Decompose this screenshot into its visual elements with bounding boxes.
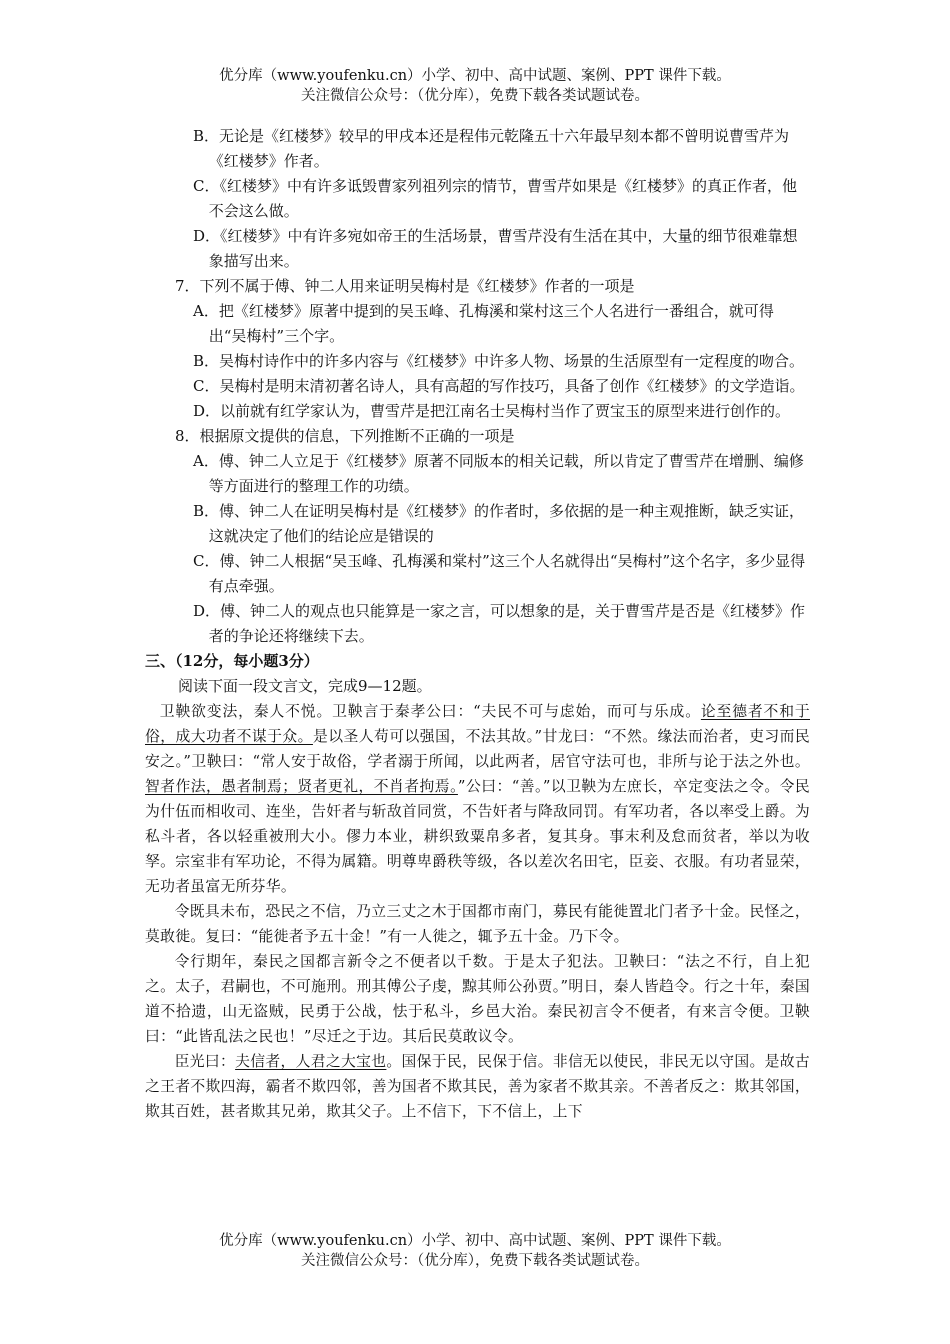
q6-option-c: C．《红楼梦》中有许多诋毁曹家列祖列宗的情节，曹雪芹如果是《红楼梦》的真正作者，他不会这么做。: [193, 177, 797, 220]
passage-p1-text-c: ”公曰：“善。”以卫鞅为左庶长，卒定变法之令。令民为什伍而相收司、连坐，告奸者与斩敌首同赏，不告奸者与降敌同罚。有军功者，各以率受上爵。为私斗者，各以轻重被刑大小。僇力本业，耕织致粟帛多者，复其身。事末利及怠而贫者，举以为收孥。宗室非有军功论，不得为属籍。明尊卑爵秩等级，各以差次名田宅，臣妾、衣服。有功者显荣，无功者虽富无所芬华。: [145, 778, 810, 895]
passage-p4-text-a: 臣光曰：: [174, 1053, 236, 1070]
q8-stem: 8．根据原文提供的信息，下列推断不正确的一项是: [175, 427, 515, 445]
footer-line-1: 优分库（www.youfenku.cn）小学、初中、高中试题、案例、PPT 课件下载。: [219, 1233, 731, 1249]
page-footer: [0, 1231, 950, 1271]
header-line-1: 优分库（www.youfenku.cn）小学、初中、高中试题、案例、PPT 课件下载。: [219, 68, 731, 84]
underlined-sentence-2: 智者作法，愚者制焉；贤者更礼，不肖者拘焉。: [145, 778, 458, 795]
section-3-instruction: 阅读下面一段文言文，完成9—12题。: [178, 677, 432, 695]
q8-option-b: B．傅、钟二人在证明吴梅村是《红楼梦》的作者时，多依据的是一种主观推断，缺乏实证，这就决定了他们的结论应是错误的: [193, 502, 805, 545]
q7-stem: 7．下列不属于傅、钟二人用来证明吴梅村是《红楼梦》作者的一项是: [175, 277, 635, 295]
header-line-2: 关注微信公众号：（优分库），免费下载各类试题试卷。: [301, 88, 649, 104]
section-3-title: 三、（12分，每小题3分）: [145, 652, 319, 670]
q6-option-d: D．《红楼梦》中有许多宛如帝王的生活场景，曹雪芹没有生活在其中，大量的细节很难靠想象描写出来。: [193, 227, 798, 270]
underlined-sentence-1: 论至德者不和于俗，成大功者不谋于众。: [145, 703, 810, 745]
passage-p1-text-b: 是以圣人苟可以强国，不法其故。”甘龙曰：“不然。缘法而治者，吏习而民安之。”卫鞅曰：“常人安于故俗，学者溺于所闻，以此两者，居官守法可也，非所与论于法之外也。: [145, 728, 810, 770]
passage-paragraph-3: 令行期年，秦民之国都言新令之不便者以千数。于是太子犯法。卫鞅曰：“法之不行，自上犯之。太子，君嗣也，不可施刑。刑其傅公子虔，黥其师公孙贾。”明日，秦人皆趋令。行之十年，秦国道不拾遗，山无盗贼，民勇于公战，怯于私斗，乡邑大治。秦民初言令不便者，有来言令便。卫鞅曰：“此皆乱法之民也！”尽迁之于边。其后民莫敢议令。: [145, 953, 810, 1045]
underlined-sentence-3: 夫信者，人君之大宝也: [235, 1053, 387, 1070]
page-header: [0, 66, 950, 106]
footer-line-2: 关注微信公众号：（优分库），免费下载各类试题试卷。: [301, 1253, 649, 1269]
q7-option-d: D．以前就有红学家认为，曹雪芹是把江南名士吴梅村当作了贾宝玉的原型来进行创作的。: [193, 402, 791, 420]
q6-option-b: B．无论是《红楼梦》较早的甲戌本还是程伟元乾隆五十六年最早刻本都不曾明说曹雪芹为《红楼梦》作者。: [193, 127, 790, 170]
q8-option-c: C．傅、钟二人根据“吴玉峰、孔梅溪和棠村”这三个人名就得出“吴梅村”这个名字，多少显得有点牵强。: [193, 552, 806, 595]
passage-paragraph-1: [145, 699, 810, 899]
passage-paragraph-2: 令既具未布，恐民之不信，乃立三丈之木于国都市南门，募民有能徙置北门者予十金。民怪之，莫敢徙。复曰：“能徙者予五十金！”有一人徙之，辄予五十金。乃下令。: [145, 903, 810, 945]
q8-option-a: A．傅、钟二人立足于《红楼梦》原著不同版本的相关记载，所以肯定了曹雪芹在增删、编修等方面进行的整理工作的功绩。: [193, 452, 804, 495]
document-body: [145, 124, 810, 1124]
passage-p4-text-b: 。国保于民，民保于信。非信无以使民，非民无以守国。是故古之王者不欺四海，霸者不欺四邻，善为国者不欺其民，善为家者不欺其亲。不善者反之：欺其邻国，欺其百姓，甚者欺其兄弟，欺其父子。上不信下，下不信上，上下: [145, 1053, 811, 1120]
q7-option-b: B．吴梅村诗作中的许多内容与《红楼梦》中许多人物、场景的生活原型有一定程度的吻合。: [193, 352, 805, 370]
q8-option-d: D．傅、钟二人的观点也只能算是一家之言，可以想象的是，关于曹雪芹是否是《红楼梦》作者的争论还将继续下去。: [193, 602, 806, 645]
q7-option-a: A．把《红楼梦》原著中提到的吴玉峰、孔梅溪和棠村这三个人名进行一番组合，就可得出“吴梅村”三个字。: [193, 302, 774, 345]
q7-option-c: C．吴梅村是明末清初著名诗人，具有高超的写作技巧，具备了创作《红楼梦》的文学造诣。: [193, 377, 805, 395]
passage-p1-text-a: 卫鞅欲变法，秦人不悦。卫鞅言于秦孝公曰：“夫民不可与虑始，而可与乐成。: [159, 703, 701, 720]
passage-paragraph-4: [145, 1049, 810, 1124]
